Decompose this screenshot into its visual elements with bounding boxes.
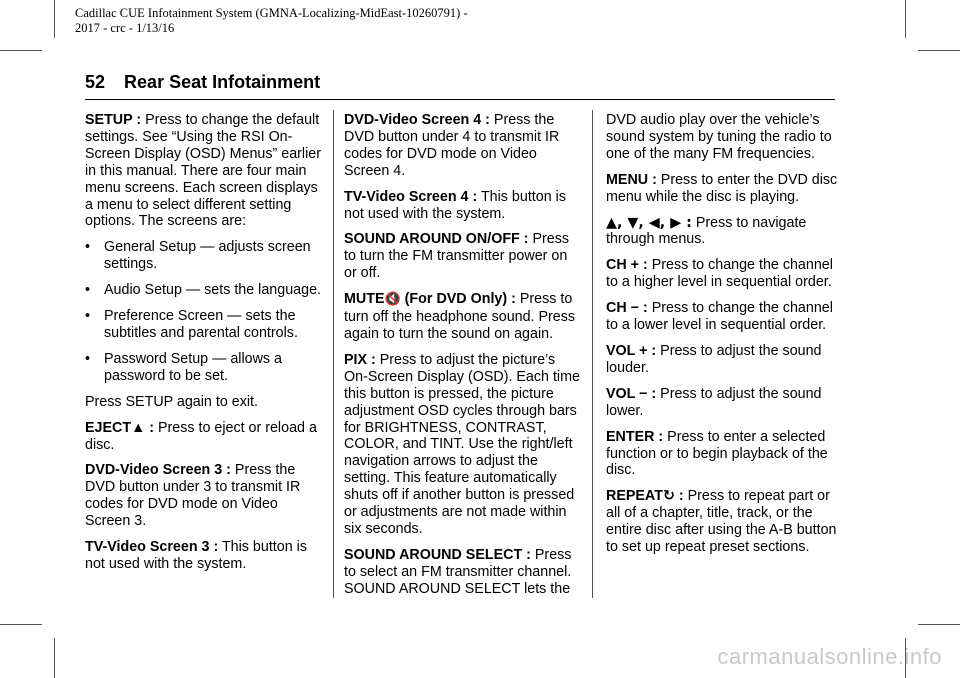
header-line-2: 2017 - crc - 1/13/16 [75,21,175,35]
pix-text: Press to adjust the picture’s On-Screen Display (OSD). Each time this button is pressed, the picture adjustment OSD cycles through bars for BRIGHTNESS, CONTRAST, COLOR, and TINT. Use the right/left navigation arrows to adjust the setting. This feature automatically shuts off if another button is pressed or adjustments are not made within six seconds. [344,351,580,537]
bullet-icon: • [85,308,91,325]
repeat-term: REPEAT [606,488,663,505]
sound-onoff-text: Press to turn the FM transmitter power on or off. [344,231,570,282]
ch-minus-entry [606,300,844,334]
eject-entry [85,420,323,454]
navigation-arrows-icon: ▲, ▼, ◀, ▶ : [606,214,692,231]
bullet-text: Preference Screen — sets the subtitles and parental controls. [104,308,298,341]
nav-text: Press to navigate through menus. [606,214,807,248]
bullet-text: General Setup — adjusts screen settings. [104,239,311,273]
sound-onoff-entry [344,231,582,282]
eject-icon: ▲ [131,419,146,436]
section-title: Rear Seat Infotainment [124,72,321,92]
enter-term: ENTER : [606,428,664,445]
tv4-term: TV-Video Screen 4 : [344,188,478,205]
bullet-text: Password Setup — allows a password to be set. [104,350,282,384]
menu-term: MENU : [606,171,657,188]
repeat-colon: : [674,488,684,505]
ch-minus-term: CH − : [606,300,648,317]
column-divider [333,110,334,598]
bullet-icon: • [85,282,91,299]
vol-minus-entry [606,386,844,420]
pix-term: PIX : [344,351,376,368]
list-item [85,351,323,385]
ch-plus-text: Press to change the channel to a higher level in sequential order. [606,257,833,291]
setup-text: Press to change the default settings. See “Using the RSI On-Screen Display (OSD) Menus” earlier in this manual. There are four main menu screens. Each screen displays a menu to select different setting options. The screens are: [85,112,321,230]
mute-term: MUTE [344,291,385,308]
tv3-term: TV-Video Screen 3 : [85,539,219,556]
enter-entry [606,429,844,480]
crop-mark [905,0,906,38]
dvd4-text: Press the DVD button under 4 to transmit IR codes for DVD mode on Video Screen 4. [344,112,560,179]
tv3-text: This button is not used with the system. [85,539,307,572]
list-item [85,282,323,299]
list-item [85,239,323,273]
menu-text: Press to enter the DVD disc menu while the disc is playing. [606,171,838,205]
crop-mark [54,638,55,678]
column-1 [85,112,323,582]
dvd3-text: Press the DVD button under 3 to transmit IR codes for DVD mode on Video Screen 3. [85,462,301,530]
dvd4-term: DVD-Video Screen 4 : [344,112,490,128]
crop-mark [918,624,960,625]
nav-entry [606,215,844,249]
mute-icon: 🔇 [384,292,401,308]
dvd3-term: DVD-Video Screen 3 : [85,462,231,479]
eject-term: EJECT [85,419,132,436]
tv3-entry [85,539,323,573]
ch-plus-entry [606,257,844,291]
ch-minus-text: Press to change the channel to a lower level in sequential order. [606,300,833,334]
setup-term: SETUP : [85,112,142,128]
page-number: 52 [85,72,106,92]
crop-mark [0,50,42,51]
page-title [85,72,320,93]
vol-plus-entry [606,343,844,377]
mute-entry [344,291,582,343]
setup-entry [85,112,323,230]
menu-entry [606,172,844,206]
mute-suffix: (For DVD Only) : [400,291,516,308]
eject-text: Press to eject or reload a disc. [85,419,317,453]
column-2 [344,112,582,607]
column-3 [606,112,844,565]
enter-text: Press to enter a selected function or to begin playback of the disc. [606,428,828,479]
repeat-text: Press to repeat part or all of a chapter, title, track, or the entire disc after using the A-B button to set up repeat preset sections. [606,488,837,556]
bullet-icon: • [85,239,91,256]
sound-select-text: Press to select an FM transmitter channel. SOUND AROUND SELECT lets the [344,546,572,597]
sound-select-entry [344,547,582,598]
vol-minus-text: Press to adjust the sound lower. [606,385,822,419]
list-item [85,308,323,342]
repeat-entry [606,488,844,556]
dvd3-entry [85,462,323,530]
repeat-icon: ↻ [662,488,675,505]
continued-text: DVD audio play over the vehicle’s sound system by tuning the radio to one of the many FM frequencies. [606,112,832,162]
press-again-text: Press SETUP again to exit. [85,393,258,410]
title-rule [85,99,835,100]
sound-onoff-term: SOUND AROUND ON/OFF : [344,231,529,248]
watermark: carmanualsonline.info [717,644,942,669]
vol-plus-text: Press to adjust the sound louder. [606,342,822,376]
crop-mark [54,0,55,38]
dvd4-entry [344,112,582,180]
sound-select-term: SOUND AROUND SELECT : [344,546,531,563]
mute-text: Press to turn off the headphone sound. Press again to turn the sound on again. [344,291,576,342]
pix-entry [344,352,582,538]
bullet-text: Audio Setup — sets the language. [104,282,321,299]
eject-colon: : [145,419,154,436]
ch-plus-term: CH + : [606,257,648,274]
tv4-text: This button is not used with the system. [344,188,566,222]
document-header [75,6,468,36]
column-divider [592,110,593,598]
vol-plus-term: VOL + : [606,342,657,359]
crop-mark [918,50,960,51]
header-line-1: Cadillac CUE Infotainment System (GMNA-Localizing-MidEast-10260791) - [75,6,468,20]
tv4-entry [344,189,582,223]
crop-mark [0,624,42,625]
bullet-icon: • [85,350,91,367]
vol-minus-term: VOL − : [606,385,657,402]
